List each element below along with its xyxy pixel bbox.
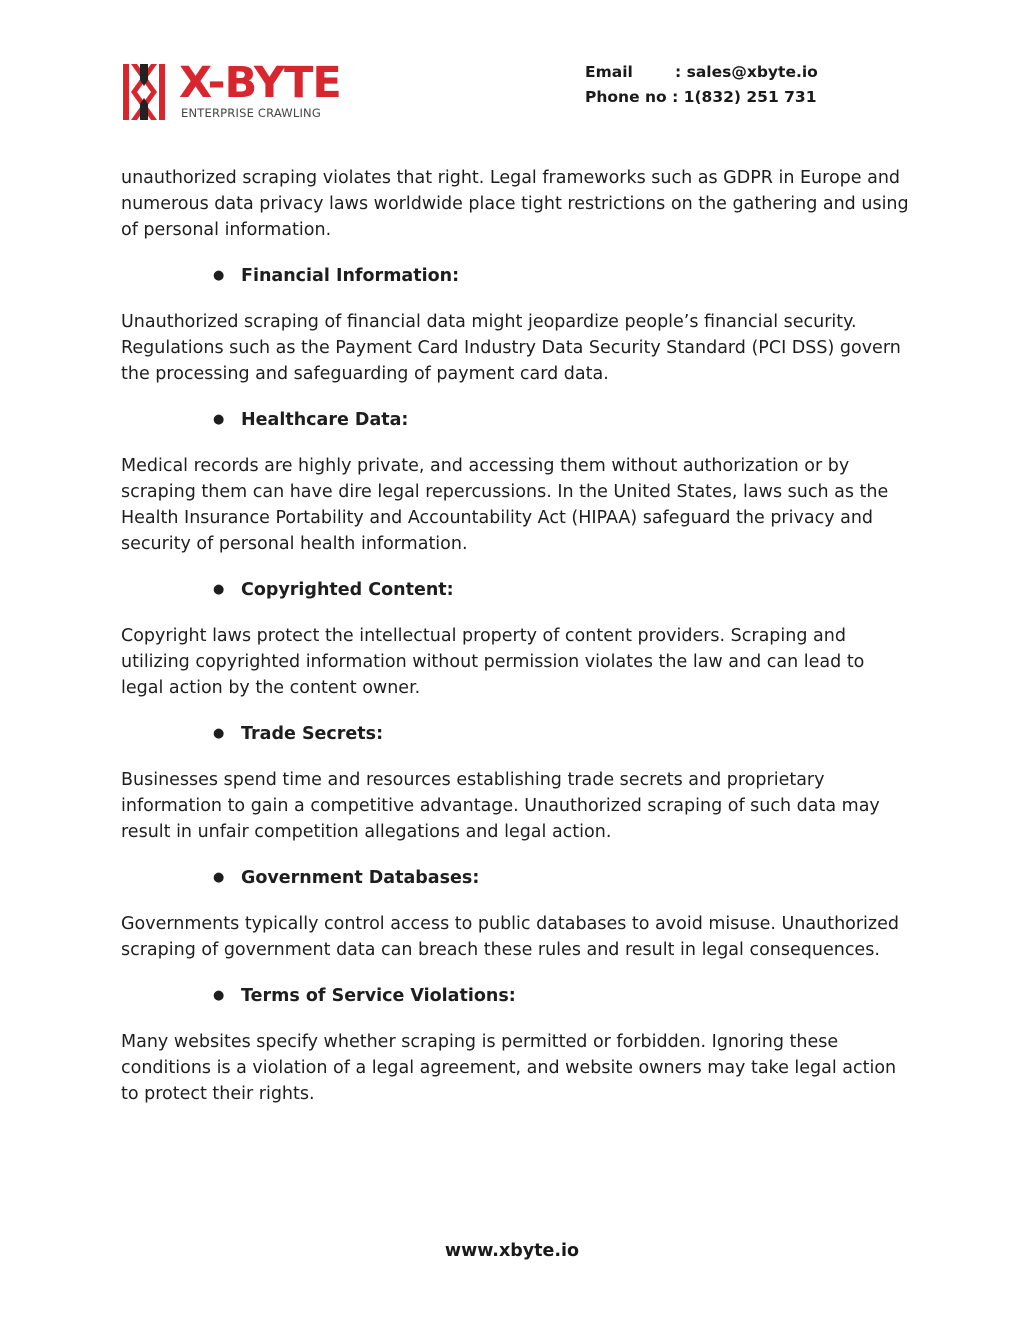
email-row bbox=[585, 60, 818, 85]
heading-text: Financial Information: bbox=[241, 266, 460, 286]
logo-tagline: ENTERPRISE CRAWLING bbox=[181, 106, 321, 120]
x-byte-logo-icon bbox=[121, 62, 167, 122]
bullet-icon: ● bbox=[213, 870, 225, 885]
logo-wordmark: X-BYTE bbox=[179, 58, 341, 108]
section-heading-government bbox=[121, 865, 911, 891]
company-logo bbox=[121, 60, 361, 124]
section-heading-copyright bbox=[121, 577, 911, 603]
section-body-copyright: Copyright laws protect the intellectual property of content providers. Scraping and utilizing copyrighted information without permission violates the law and can lead to legal action by the content owner. bbox=[121, 626, 865, 698]
section-body-trade-secrets: Businesses spend time and resources establishing trade secrets and proprietary information to gain a competitive advantage. Unauthorized scraping of such data may result in unfair competition allegations and legal action. bbox=[121, 770, 880, 842]
section-body-healthcare: Medical records are highly private, and accessing them without authorization or by scraping them can have dire legal repercussions. In the United States, laws such as the Health Insurance Portability and Accountability Act (HIPAA) safeguard the privacy and security of personal health information. bbox=[121, 456, 889, 554]
heading-text: Healthcare Data: bbox=[241, 410, 409, 430]
section-body-government: Governments typically control access to public databases to avoid misuse. Unauthorized scraping of government data can breach these rules and result in legal consequences. bbox=[121, 914, 899, 960]
bullet-icon: ● bbox=[213, 726, 225, 741]
bullet-icon: ● bbox=[213, 988, 225, 1003]
bullet-icon: ● bbox=[213, 268, 225, 283]
email-label: Email bbox=[585, 63, 633, 81]
section-heading-terms bbox=[121, 983, 911, 1009]
contact-info bbox=[585, 60, 818, 110]
section-heading-financial bbox=[121, 263, 911, 289]
heading-text: Copyrighted Content: bbox=[241, 580, 454, 600]
section-body-financial: Unauthorized scraping of financial data might jeopardize people’s financial security. Regulations such as the Payment Card Industry Data Security Standard (PCI DSS) govern the processing and safeguarding of payment card data. bbox=[121, 312, 901, 384]
phone-label: Phone no bbox=[585, 88, 667, 106]
footer-url[interactable]: www.xbyte.io bbox=[444, 1241, 580, 1261]
bullet-icon: ● bbox=[213, 412, 225, 427]
section-body-terms: Many websites specify whether scraping is permitted or forbidden. Ignoring these conditions is a violation of a legal agreement, and website owners may take legal action to protect their rights. bbox=[121, 1032, 897, 1104]
intro-paragraph: unauthorized scraping violates that right. Legal frameworks such as GDPR in Europe and numerous data privacy laws worldwide place tight restrictions on the gathering and using of personal information. bbox=[121, 168, 909, 240]
bullet-icon: ● bbox=[213, 582, 225, 597]
heading-text: Terms of Service Violations: bbox=[241, 986, 516, 1006]
section-heading-trade-secrets bbox=[121, 721, 911, 747]
document-body bbox=[121, 165, 911, 1107]
section-heading-healthcare bbox=[121, 407, 911, 433]
phone-value: : 1(832) 251 731 bbox=[672, 88, 817, 106]
heading-text: Government Databases: bbox=[241, 868, 480, 888]
phone-row bbox=[585, 85, 818, 110]
heading-text: Trade Secrets: bbox=[241, 724, 384, 744]
email-value[interactable]: : sales@xbyte.io bbox=[675, 63, 818, 81]
